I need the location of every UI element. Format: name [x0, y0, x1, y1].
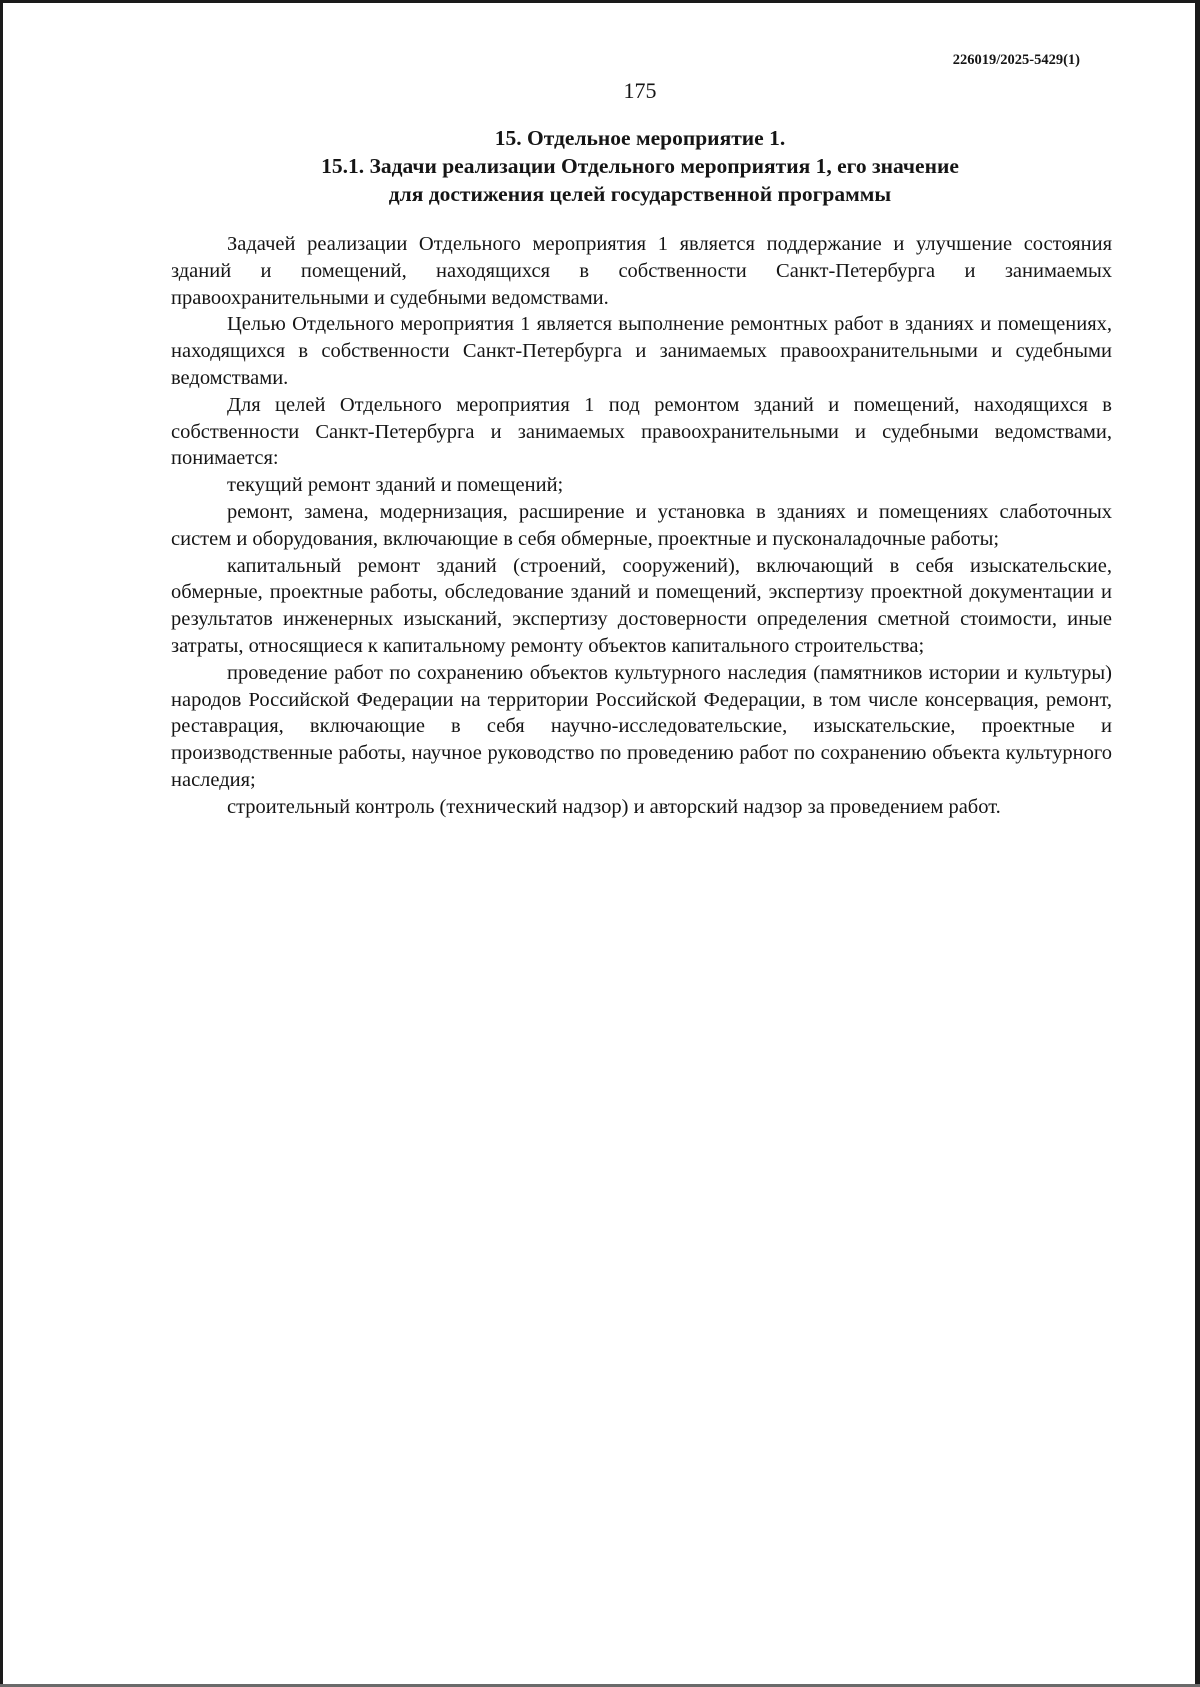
list-item: проведение работ по сохранению объектов культурного наследия (памятников истории и культуры) народов Российской Федерации на территории Российской Федерации, в том числе консервация, ремонт, реставрация, включающие в себя научно-исследовательские, изыскательские, проектные и производственные работы, научное руководство по проведению работ по сохранению объекта культурного наследия;: [171, 661, 1112, 791]
paragraph: Задачей реализации Отдельного мероприятия 1 является поддержание и улучшение состояния зданий и помещений, находящихся в собственности Санкт-Петербурга и занимаемых правоохранительными и судебными ведомствами.: [171, 233, 1112, 309]
list-item: текущий ремонт зданий и помещений;: [227, 474, 564, 497]
scan-border-top: [0, 0, 1200, 3]
list-item: ремонт, замена, модернизация, расширение и установка в зданиях и помещениях слаботочных систем и оборудования, включающие в себя обмерные, проектные и пусконаладочные работы;: [171, 500, 1112, 550]
body-text: [171, 231, 1112, 821]
section-headings: [0, 124, 1200, 208]
section-title: 15. Отдельное мероприятие 1.: [494, 126, 786, 150]
paragraph: Целью Отдельного мероприятия 1 является выполнение ремонтных работ в зданиях и помещениях, находящихся в собственности Санкт-Петербурга и занимаемых правоохранительными и судебными ведомствами.: [171, 313, 1112, 389]
list-item: строительный контроль (технический надзор) и авторский надзор за проведением работ.: [227, 795, 1001, 818]
subsection-title-continued: для достижения целей государственной программы: [388, 182, 892, 206]
paragraph: Для целей Отдельного мероприятия 1 под ремонтом зданий и помещений, находящихся в собственности Санкт-Петербурга и занимаемых правоохранительными и судебными ведомствами, понимается:: [171, 393, 1112, 470]
page-number: 175: [623, 78, 657, 103]
scan-border-right: [1195, 0, 1200, 1687]
list-item: капитальный ремонт зданий (строений, сооружений), включающий в себя изыскательские, обмерные, проектные работы, обследование зданий и помещений, экспертизу проектной документации и результатов инженерных изысканий, экспертизу достоверности определения сметной стоимости, иные затраты, относящиеся к капитальному ремонту объектов капитального строительства;: [171, 554, 1112, 657]
subsection-title: 15.1. Задачи реализации Отдельного мероприятия 1, его значение: [321, 154, 959, 178]
document-id: 226019/2025-5429(1): [952, 52, 1080, 68]
scan-border-left: [0, 0, 3, 1687]
